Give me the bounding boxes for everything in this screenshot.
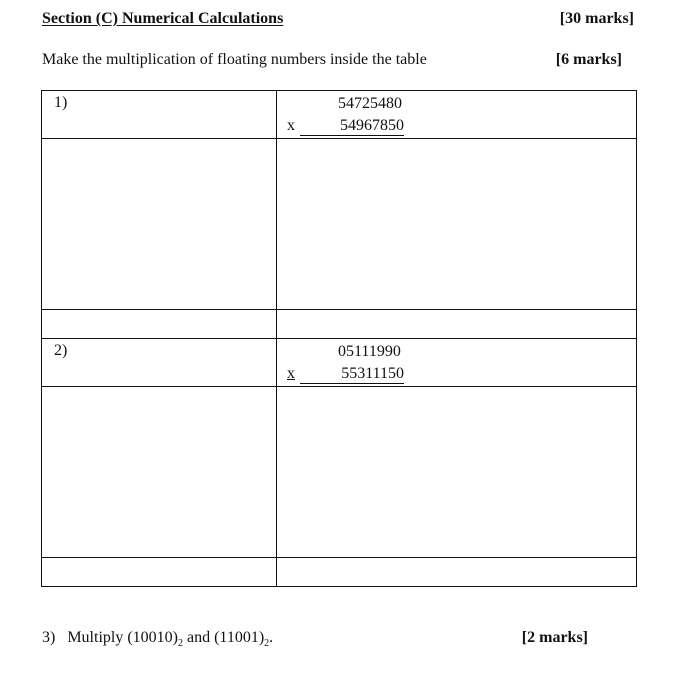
multiply-operator: x bbox=[287, 365, 295, 382]
section-marks: [30 marks] bbox=[559, 10, 634, 27]
question-3 bbox=[42, 629, 273, 649]
answer-cell-right[interactable] bbox=[277, 558, 637, 587]
work-area-right[interactable] bbox=[277, 387, 637, 558]
multiplier: 54967850 bbox=[300, 115, 404, 136]
work-area-row-1 bbox=[42, 139, 637, 310]
answer-cell-left[interactable] bbox=[42, 310, 277, 339]
work-area-left[interactable] bbox=[42, 139, 277, 310]
multiplicand: 05111990 bbox=[338, 343, 401, 360]
work-area-right[interactable] bbox=[277, 139, 637, 310]
problem-label: 1) bbox=[54, 94, 68, 111]
multiplier: 55311150 bbox=[300, 363, 404, 384]
problem-row-1 bbox=[42, 91, 637, 139]
question-3-middle: and (11001) bbox=[183, 629, 265, 646]
instruction-marks: [6 marks] bbox=[555, 51, 622, 68]
operand-cell bbox=[277, 339, 637, 387]
problem-label-cell bbox=[42, 339, 277, 387]
answer-cell-left[interactable] bbox=[42, 558, 277, 587]
multiplicand: 54725480 bbox=[338, 95, 402, 112]
work-area-left[interactable] bbox=[42, 387, 277, 558]
operand-cell bbox=[277, 91, 637, 139]
work-area-row-2 bbox=[42, 387, 637, 558]
problem-label: 2) bbox=[54, 342, 68, 359]
problem-row-2 bbox=[42, 339, 637, 387]
question-3-base-1: 2 bbox=[178, 638, 183, 650]
instruction-text: Make the multiplication of floating numbers inside the table bbox=[42, 51, 427, 68]
section-title: Section (C) Numerical Calculations bbox=[42, 10, 284, 27]
multiply-operator: x bbox=[287, 117, 295, 134]
question-3-number: 3) bbox=[42, 629, 56, 646]
question-3-base-2: 2 bbox=[264, 638, 270, 650]
calculation-table bbox=[41, 90, 637, 587]
problem-label-cell bbox=[42, 91, 277, 139]
answer-cell-right[interactable] bbox=[277, 310, 637, 339]
answer-row-2 bbox=[42, 558, 637, 587]
question-3-prefix: Multiply (10010) bbox=[67, 629, 178, 646]
answer-row-1 bbox=[42, 310, 637, 339]
question-3-marks: [2 marks] bbox=[521, 629, 588, 646]
question-3-suffix: . bbox=[269, 629, 274, 646]
